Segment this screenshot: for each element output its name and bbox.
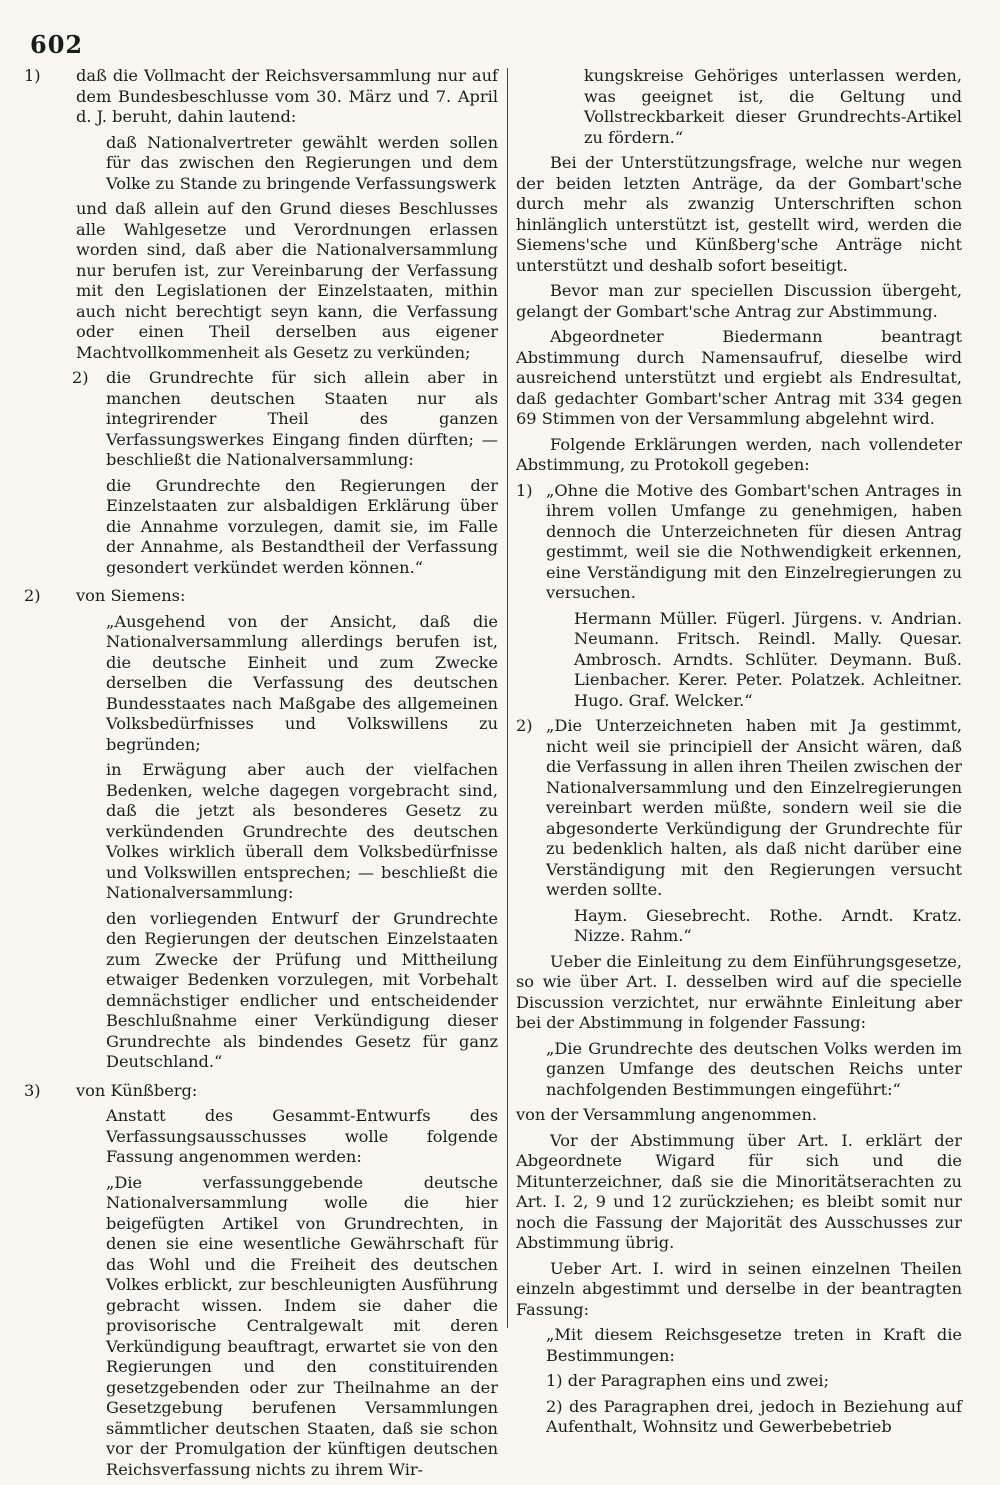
kuensberg-number: 3) xyxy=(24,1080,41,1100)
quote-2: „Mit diesem Reichsgesetze treten in Kraft die Bestimmungen: xyxy=(546,1325,962,1365)
item-2-number: 2) xyxy=(72,368,89,387)
right-paragraph-9: Ueber Art. I. wird in seinen einzelnen Theilen einzeln abgestimmt und derselbe in der beantragten Fassung: xyxy=(516,1258,962,1319)
siemens-paragraph-2: in Erwägung aber auch der vielfachen Bedenken, welche dagegen vorgebracht sind, daß die jetzt als besonderes Gesetz zu verkündenden Grundrechte des deutschen Volkes wirklich überall dem Volksbedürfnisse und Volkswillen entsprechen; — beschließt die Nationalversammlung: xyxy=(106,760,498,902)
right-paragraph-8: Vor der Abstimmung über Art. I. erklärt der Abgeordnete Wigard für sich und die Mitunterzeichner, daß sie die Minoritätserachten zu Art. I. 2, 9 und 12 zurückziehen; es bleibt somit nur noch die Fassung der Majorität des Ausschusses zur Abstimmung übrig. xyxy=(516,1130,962,1252)
left-column xyxy=(24,66,498,1485)
item-1-continuation: und daß allein auf den Grund dieses Beschlusses alle Wahlgesetze und Verordnungen erlassen worden sind, daß aber die Nationalversammlung nur berufen ist, zur Vereinbarung der Verfassung mit den Legislationen der Einzelstaaten, mithin auch nicht berechtigt seyn kann, die Verfassung oder einen Theil derselben aus eigener Machtvollkommenheit als Gesetz zu verkünden; xyxy=(76,199,498,362)
right-column xyxy=(516,66,962,1443)
declaration-1 xyxy=(516,480,962,604)
item-2-quote: die Grundrechte den Regierungen der Einzelstaaten zur alsbaldigen Erklärung über die Annahme vorzulegen, damit sie, im Falle der Annahme, als Bestandtheil der Verfassung gesondert verkündet werden können.“ xyxy=(106,475,498,577)
right-paragraph-3: Bevor man zur speciellen Discussion übergeht, gelangt der Gombart'sche Antrag zur Abstimmung. xyxy=(516,281,962,321)
right-paragraph-2: Bei der Unterstützungsfrage, welche nur wegen der beiden letzten Anträge, da der Gombart'sche durch mehr als zwanzig Unterschriften schon hinlänglich unterstützt ist, gestellt wird, werden die Siemens'sche und Künßberg'sche Anträge nicht unterstützt und deshalb sofort beseitigt. xyxy=(516,153,962,275)
right-paragraph-7: von der Versammlung angenommen. xyxy=(516,1105,818,1124)
list-item-2: 2) des Paragraphen drei, jedoch in Beziehung auf Aufenthalt, Wohnsitz und Gewerbebetrieb xyxy=(546,1396,962,1436)
item-1 xyxy=(24,66,498,128)
signatures-2: Haym. Giesebrecht. Rothe. Arndt. Kratz. Nizze. Rahm.“ xyxy=(574,905,962,945)
kuensberg-paragraph-2: „Die verfassunggebende deutsche Nationalversammlung wolle die hier beigefügten Artikel von Grundrechten, in denen sie eine wesentliche Gewährschaft für das Wohl und die Freiheit des deutschen Volkes erblickt, zur beschleunigten Ausführung gebracht wissen. Indem sie daher die provisorische Centralgewalt mit deren Verkündigung beauftragt, erwartet sie von den Regierungen und den constituirenden gesetzgebenden oder zur Theilnahme an der Gesetzgebung berufenen Versammlungen sämmtlicher deutschen Staaten, daß sie schon vor der Promulgation der künftigen deutschen Reichsverfassung nichts zu ihrem Wir- xyxy=(106,1172,498,1479)
siemens-paragraph-3: den vorliegenden Entwurf der Grundrechte den Regierungen der deutschen Einzelstaaten zum Zwecke der Prüfung und Mittheilung etwaiger Bedenken vorzulegen, mit Vorbehalt demnächstiger endlicher und entscheidender Beschlußnahme einer Verkündigung dieser Grundrechte als bindendes Gesetz für ganz Deutschland.“ xyxy=(106,908,498,1071)
declaration-2-number: 2) xyxy=(516,716,533,735)
right-paragraph-4: Abgeordneter Biedermann beantragt Abstimmung durch Namensaufruf, dieselbe wird ausreichend unterstützt und ergiebt als Endresultat, daß gedachter Gombart'scher Antrag mit 334 gegen 69 Stimmen von der Versammlung abgelehnt wird. xyxy=(516,327,962,428)
quote-1: „Die Grundrechte des deutschen Volks werden im ganzen Umfange des deutschen Reichs unter nachfolgenden Bestimmungen eingeführt:“ xyxy=(546,1038,962,1099)
siemens-number: 2) xyxy=(24,586,41,605)
right-paragraph-6: Ueber die Einleitung zu dem Einführungsgesetze, so wie über Art. I. desselben wird auf die specielle Discussion verzichtet, nur erwähnte Einleitung aber bei der Abstimmung in folgender Fassung: xyxy=(516,951,962,1032)
item-2-text: die Grundrechte für sich allein aber in manchen deutschen Staaten nur als integrirender Theil des ganzen Verfassungswerkes Eingang finden dürften; — beschließt die Nationalversammlung: xyxy=(106,368,498,469)
declaration-2-text: „Die Unterzeichneten haben mit Ja gestimmt, nicht weil sie principiell der Ansicht wären, daß die Verfassung in allen ihren Theilen zwischen der Nationalversammlung und den Einzelregierungen vereinbart werden müßte, sondern weil sie die abgesonderte Verkündigung der Grundrechte für zu bedenklich halten, als daß nicht darüber eine Verständigung mit den Regierungen versucht werden sollte. xyxy=(546,716,962,899)
siemens-heading xyxy=(24,586,498,607)
kuensberg-paragraph-1: Anstatt des Gesammt-Entwurfs des Verfassungsausschusses wolle folgende Fassung angenommen werden: xyxy=(106,1106,498,1166)
siemens-head-text: von Siemens: xyxy=(76,586,186,605)
item-1-quote: daß Nationalvertreter gewählt werden sollen für das zwischen den Regierungen und dem Volke zu Stande zu bringende Verfassungswerk xyxy=(106,132,498,193)
siemens-paragraph-1: „Ausgehend von der Ansicht, daß die Nationalversammlung allerdings berufen ist, die deutsche Einheit und zum Zwecke derselben die Verfassung des deutschen Bundesstaates nach Maßgabe des allgemeinen Volksbedürfnisses und Volkswillens zu begründen; xyxy=(106,611,498,754)
right-paragraph-5: Folgende Erklärungen werden, nach vollendeter Abstimmung, zu Protokoll gegeben: xyxy=(516,434,962,474)
item-1-text: daß die Vollmacht der Reichsversammlung nur auf dem Bundesbeschlusse vom 30. März und 7. April d. J. beruht, dahin lautend: xyxy=(76,66,498,126)
column-divider xyxy=(507,68,508,1328)
item-1-number: 1) xyxy=(24,66,41,85)
item-2 xyxy=(72,368,498,471)
declaration-2 xyxy=(516,716,962,901)
declaration-1-text: „Ohne die Motive des Gombart'schen Antrages in ihrem vollen Umfange zu genehmigen, haben dennoch die Unterzeichneten für diesen Antrag gestimmt, weil sie die Nothwendigkeit erkennen, eine Verständigung mit den Einzelregierungen zu versuchen. xyxy=(546,480,962,602)
right-paragraph-1: kungskreise Gehöriges unterlassen werden, was geeignet ist, die Geltung und Vollstreckbarkeit dieser Grundrechts-Artikel zu fördern.“ xyxy=(584,66,962,147)
kuensberg-heading xyxy=(24,1080,498,1102)
list-item-1: 1) der Paragraphen eins und zwei; xyxy=(546,1371,830,1390)
declaration-1-number: 1) xyxy=(516,480,533,500)
signatures-1: Hermann Müller. Fügerl. Jürgens. v. Andrian. Neumann. Fritsch. Reindl. Mally. Quesar. Ambrosch. Arndts. Schlüter. Deymann. Buß. Lienbacher. Kerer. Peter. Polatzek. Achleitner. Hugo. Graf. Welcker.“ xyxy=(574,608,962,710)
kuensberg-head-text: von Künßberg: xyxy=(76,1080,198,1100)
page-number: 602 xyxy=(30,30,84,59)
